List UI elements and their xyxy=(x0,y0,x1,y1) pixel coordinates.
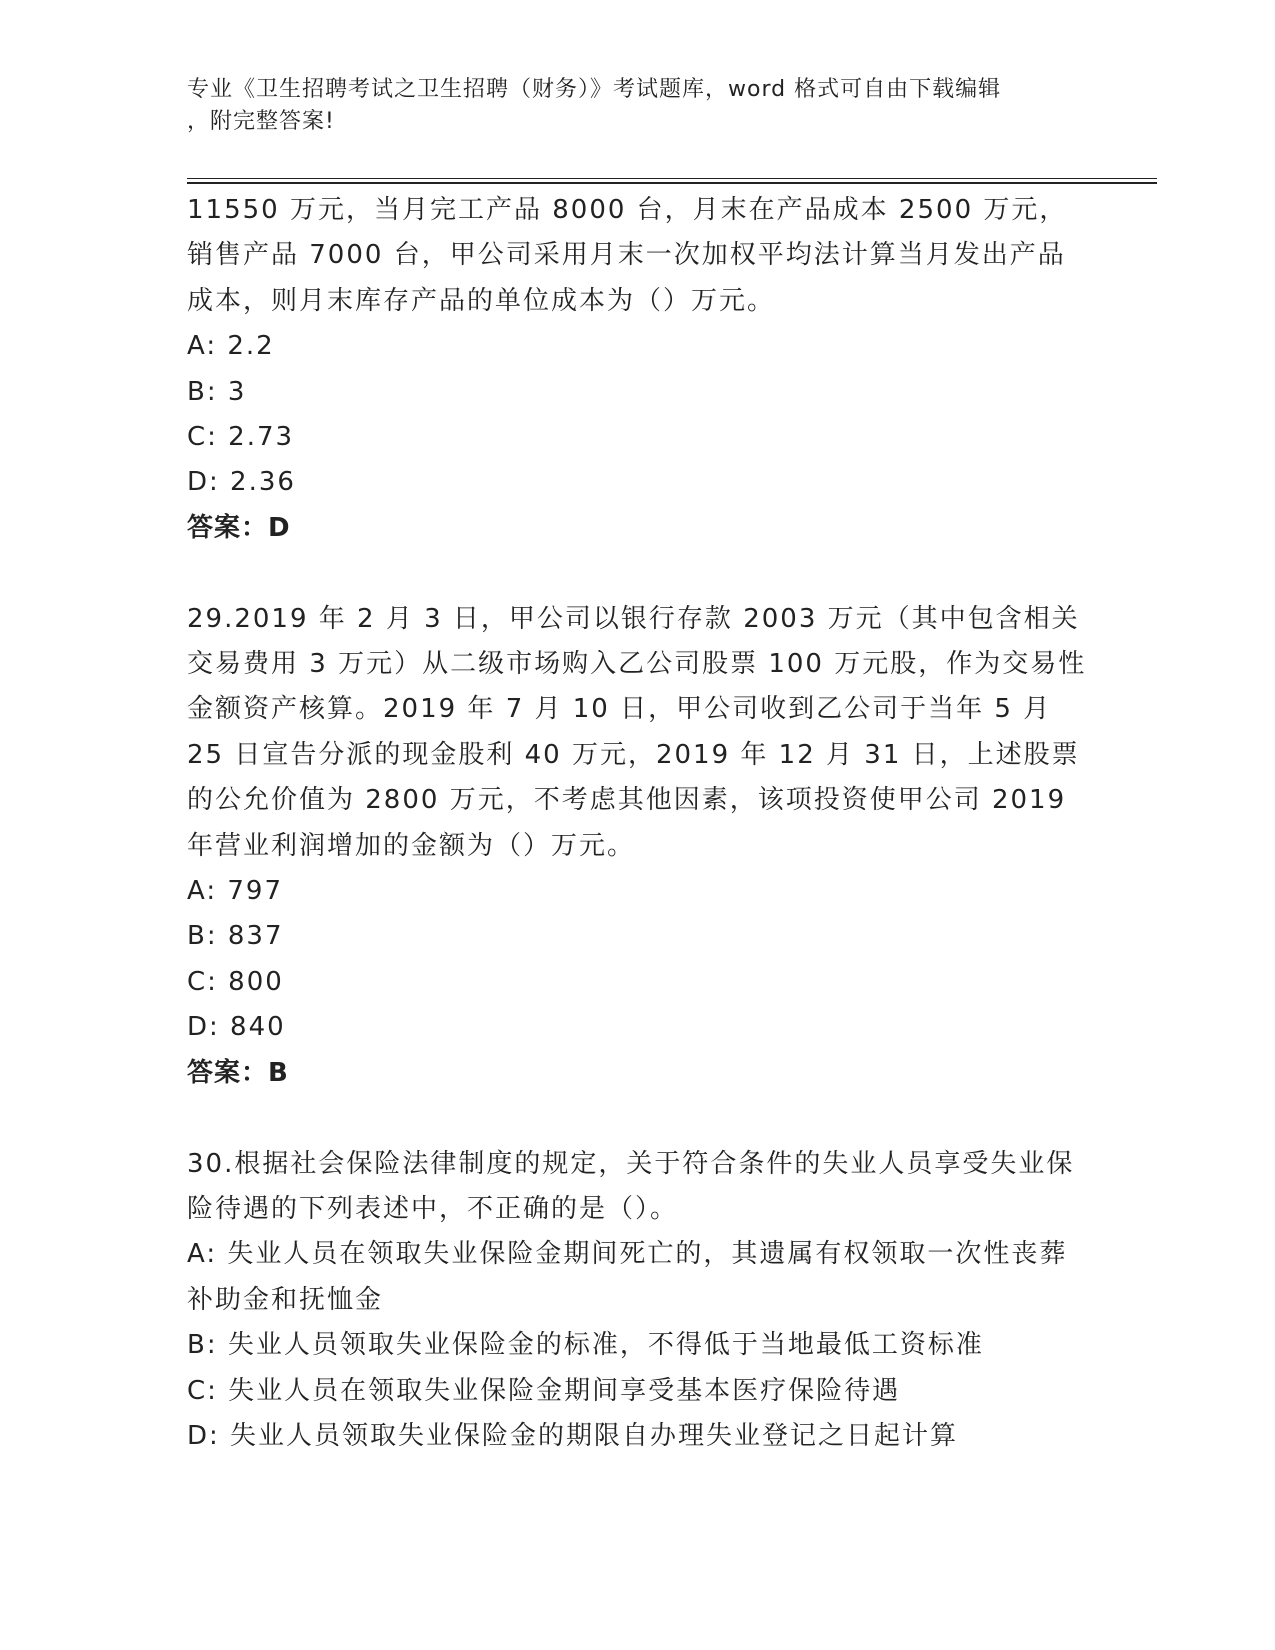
option-c: C: 失业人员在领取失业保险金期间享受基本医疗保险待遇 xyxy=(187,1375,901,1406)
answer-line: 答案：D xyxy=(187,512,291,543)
question-text: 30.根据社会保险法律制度的规定，关于符合条件的失业人员享受失业保险待遇的下列表述中，不正确的是（）。 xyxy=(187,1148,1075,1224)
header-line-2: ，附完整答案! xyxy=(187,109,335,134)
option-b: B: 失业人员领取失业保险金的标准，不得低于当地最低工资标准 xyxy=(187,1330,984,1361)
question-text: 11550 万元，当月完工产品 8000 台，月末在产品成本 2500 万元，销售产品 7000 台，甲公司采用月末一次加权平均法计算当月发出产品成本，则月末库存产品的单位成本为（）万元。 xyxy=(187,195,1068,316)
header-line-1: 专业《卫生招聘考试之卫生招聘（财务）》考试题库，word 格式可自由下载编辑 xyxy=(187,77,1002,102)
header-divider-thin xyxy=(187,178,1157,179)
option-b: B: 3 xyxy=(187,376,247,407)
header-divider-thick xyxy=(187,182,1157,184)
option-a: A: 失业人员在领取失业保险金期间死亡的，其遗属有权领取一次性丧葬补助金和抚恤金 xyxy=(187,1239,1068,1315)
option-d: D: 840 xyxy=(187,1012,286,1043)
option-a: A: 2.2 xyxy=(187,331,275,362)
option-b: B: 837 xyxy=(187,921,284,952)
page-header xyxy=(187,74,1077,138)
question-30 xyxy=(187,1142,1087,1460)
answer-line: 答案：B xyxy=(187,1057,289,1088)
option-c: C: 2.73 xyxy=(187,422,295,453)
question-29 xyxy=(187,597,1087,1096)
question-28 xyxy=(187,188,1087,551)
option-d: D: 失业人员领取失业保险金的期限自办理失业登记之日起计算 xyxy=(187,1420,959,1451)
option-c: C: 800 xyxy=(187,966,284,997)
option-a: A: 797 xyxy=(187,876,283,907)
option-d: D: 2.36 xyxy=(187,467,296,498)
question-text: 29.2019 年 2 月 3 日，甲公司以银行存款 2003 万元（其中包含相关交易费用 3 万元）从二级市场购入乙公司股票 100 万元股，作为交易性金额资产核算。2019 年 7 月 10 日，甲公司收到乙公司于当年 5 月 25 日宣告分派的现金股利 40 万元，2019 年 12 月 31 日，上述股票的公允价值为 2800 万元，不考虑其他因素，该项投资使甲公司 2019 年营业利润增加的金额为（）万元。 xyxy=(187,603,1087,861)
question-content xyxy=(187,188,1087,1459)
